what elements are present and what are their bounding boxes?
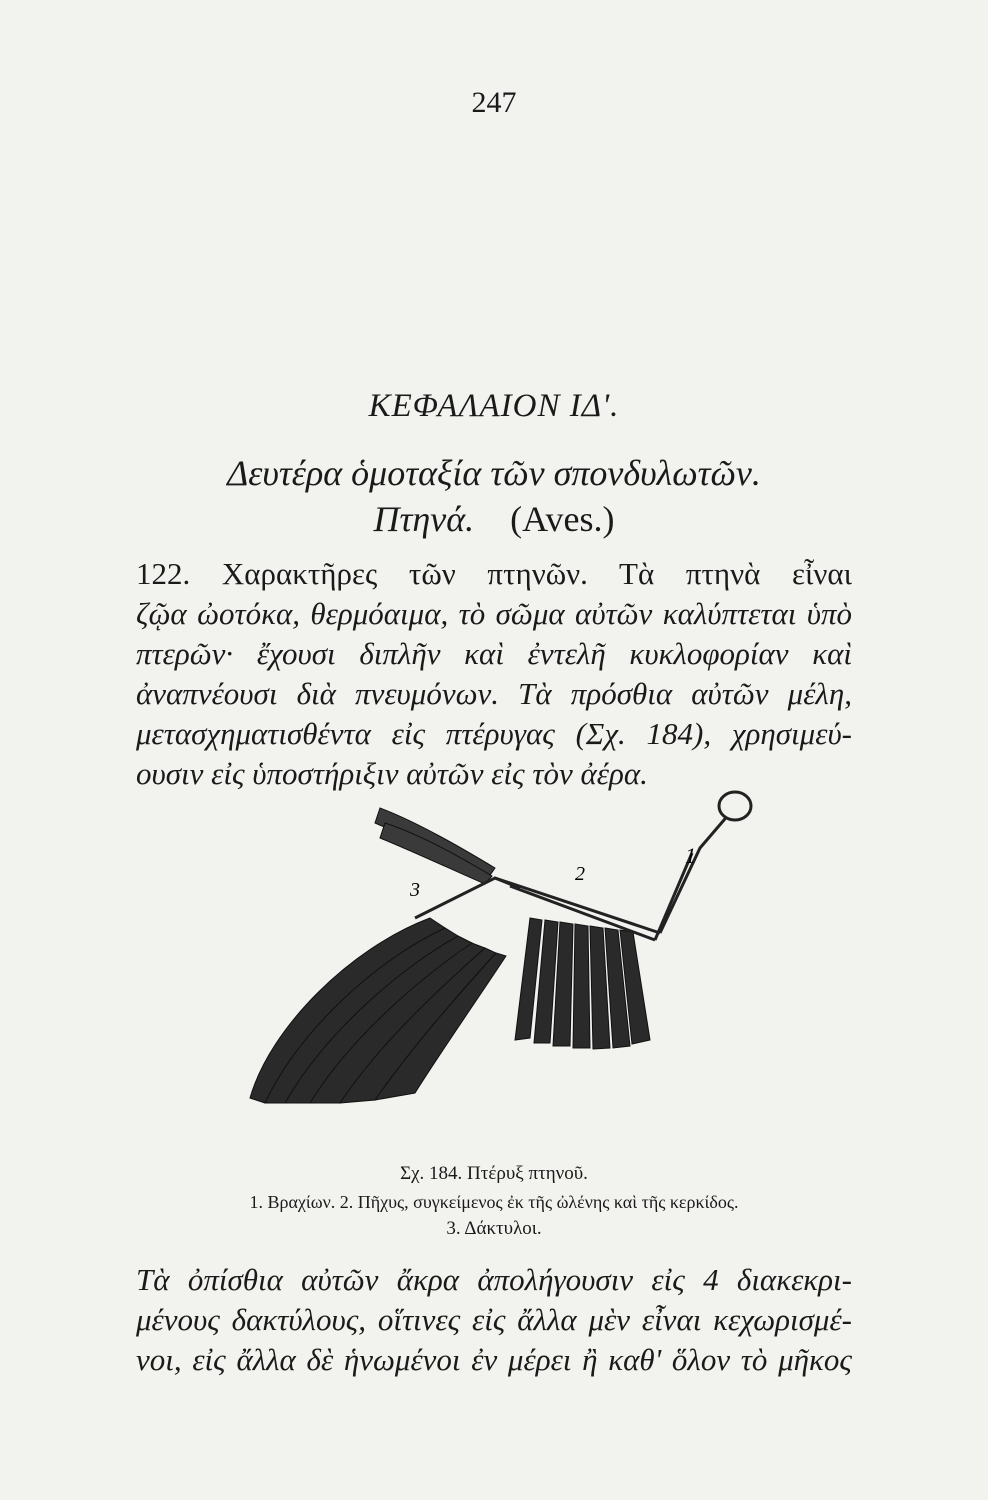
class-name-greek: Πτηνά. [373,499,475,539]
secondary-feathers [515,918,650,1049]
paragraph-line: νοι, εἰς ἄλλα δὲ ἡνωμένοι ἐν μέρει ἢ καθ' ὅλον τὸ μῆκος [136,1342,852,1377]
paragraph-line: πτερῶν· ἔχουσι διπλῆν καὶ ἐντελῆ κυκλοφορίαν καὶ [136,636,852,671]
paragraph-line: Τὰ ὀπίσθια αὐτῶν ἄκρα ἀπολήγουσιν εἰς 4 διακεκρι- [136,1262,852,1297]
paragraph-line: μετασχηματισθέντα εἰς πτέρυγας (Σχ. 184), χρησιμεύ- [136,716,852,751]
paragraph-line: ζῷα ὠοτόκα, θερμόαιμα, τὸ σῶμα αὐτῶν καλύπτεται ὑπὸ [136,596,852,631]
figure-label-humerus: 1 [685,843,696,868]
chapter-heading: ΚΕΦΑΛΑΙΟΝ ΙΔ'. [368,388,620,424]
figure-caption-legend: 1. Βραχίων. 2. Πῆχυς, συγκείμενος ἐκ τῆς ὠλένης καὶ τῆς κερκίδος. [249,1192,739,1212]
figure-caption-title: Σχ. 184. Πτέρυξ πτηνοῦ. [400,1163,588,1184]
section-subtitle: Δευτέρα ὁμοταξία τῶν σπονδυλωτῶν. [227,453,761,493]
bird-wing-illustration [230,768,770,1148]
paragraph-line: ουσιν εἰς ὑποστήριξιν αὐτῶν εἰς τὸν ἀέρα. [136,756,648,791]
figure-caption-digits: 3. Δάκτυλοι. [446,1218,542,1239]
paragraph-line: μένους δακτύλους, οἵτινες εἰς ἄλλα μὲν εἶναι κεχωρισμέ- [136,1302,852,1337]
page-number: 247 [471,86,517,119]
figure-label-digits: 3 [410,879,420,901]
tip-feathers [375,808,495,884]
primary-feathers [250,918,506,1103]
paragraph-line: ἀναπνέουσι διὰ πνευμόνων. Τὰ πρόσθια αὐτῶν μέλη, [136,676,852,711]
figure-label-forearm: 2 [575,863,585,885]
class-name-latin: (Aves.) [510,499,615,539]
paragraph-line: 122. Χαρακτῆρες τῶν πτηνῶν. Τὰ πτηνὰ εἶναι [136,556,852,591]
section-subtitle-class [0,498,988,540]
